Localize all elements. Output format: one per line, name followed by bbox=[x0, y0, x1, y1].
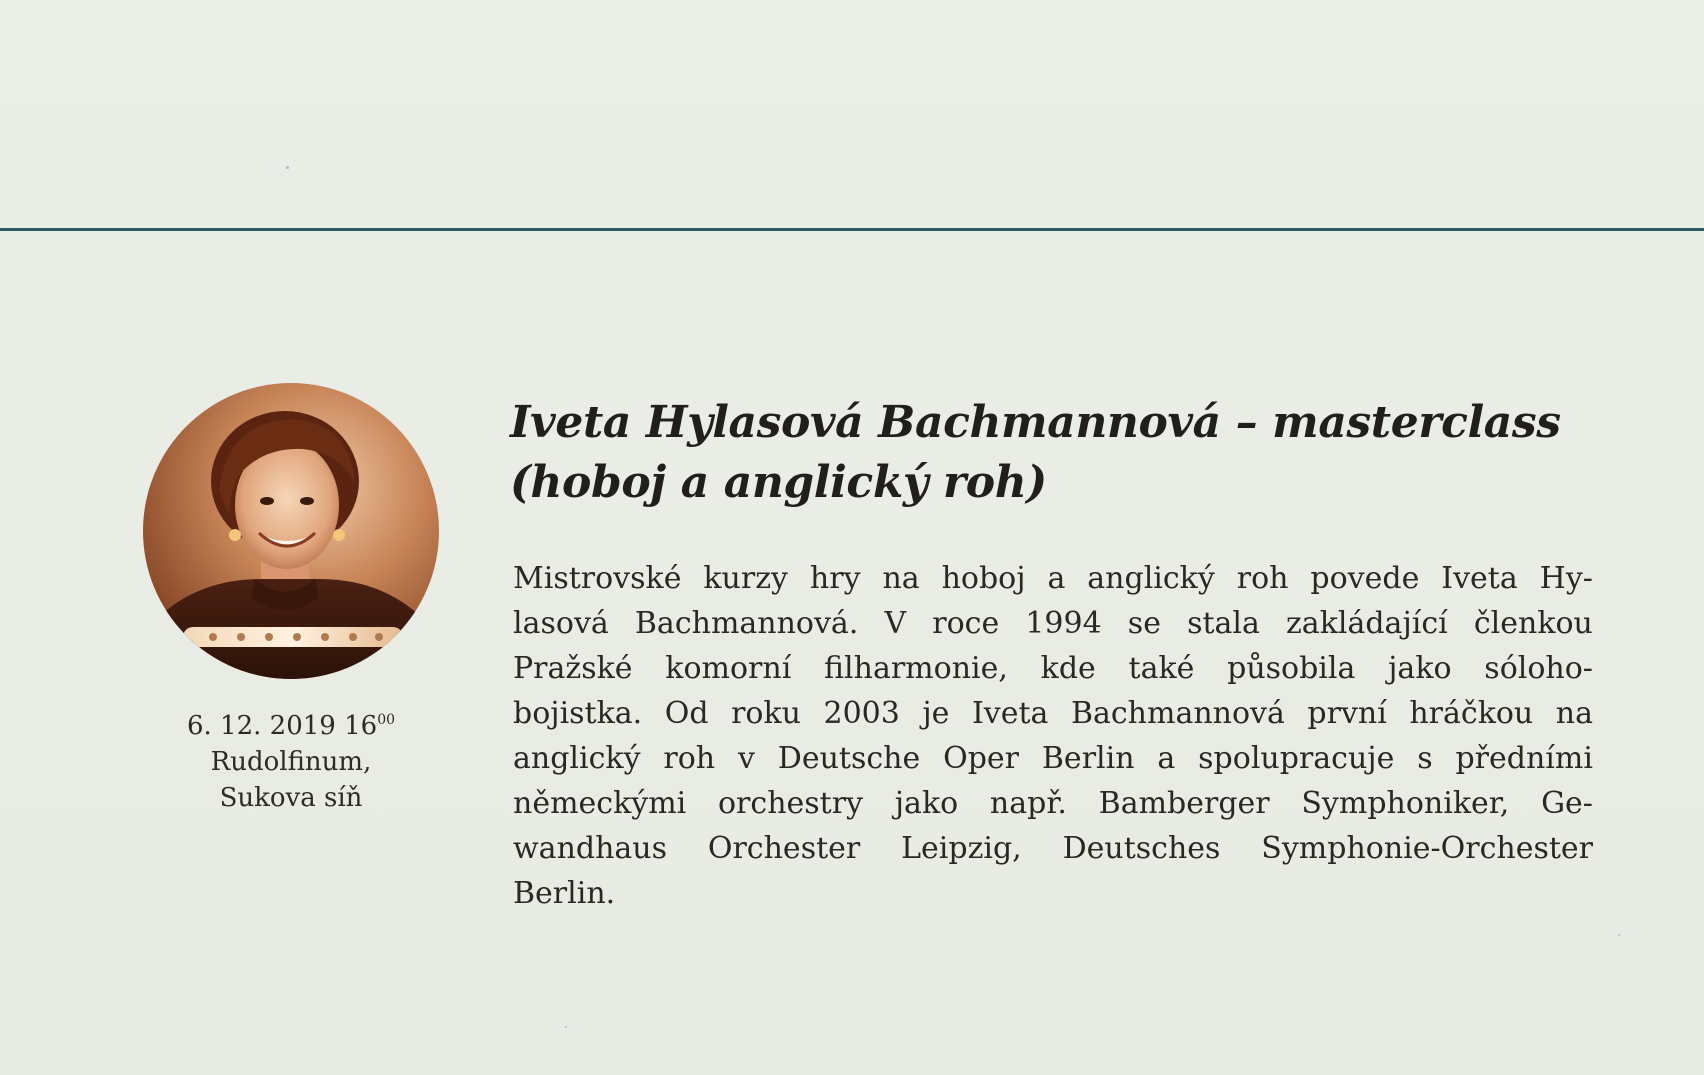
description-line bbox=[513, 871, 1593, 916]
description-word: Iveta bbox=[1441, 561, 1518, 596]
description-line bbox=[513, 826, 1593, 871]
description-word: spolupracuje bbox=[1198, 741, 1395, 776]
description-word: Pražské bbox=[513, 651, 633, 686]
description-word: Symphonie-Orchester bbox=[1261, 831, 1593, 866]
description-word: Deutsche bbox=[777, 741, 921, 776]
description-word: Berlin bbox=[1041, 741, 1135, 776]
description-word: předními bbox=[1455, 741, 1593, 776]
description-word: kurzy bbox=[703, 561, 788, 596]
description-word: německými bbox=[513, 786, 687, 821]
paper-speck bbox=[286, 166, 289, 169]
description-word: V bbox=[884, 606, 907, 641]
description-word: Berlin. bbox=[513, 876, 616, 911]
description-word: wandhaus bbox=[513, 831, 668, 866]
description-word: na bbox=[1555, 696, 1593, 731]
description-word: filharmonie, bbox=[824, 651, 1008, 686]
description-word: Hy- bbox=[1539, 561, 1593, 596]
description-word: na bbox=[882, 561, 920, 596]
description-word: Bamberger bbox=[1098, 786, 1270, 821]
description-word: Od bbox=[664, 696, 709, 731]
description-word: Mistrovské bbox=[513, 561, 682, 596]
description-word: Symphoniker, bbox=[1301, 786, 1510, 821]
description-word: 2003 bbox=[823, 696, 900, 731]
description-word: první bbox=[1307, 696, 1387, 731]
description-word: hoboj bbox=[941, 561, 1026, 596]
description-word: členkou bbox=[1473, 606, 1593, 641]
description-word: jako bbox=[894, 786, 959, 821]
description-word: sóloho- bbox=[1484, 651, 1593, 686]
venue-name: Rudolfinum, bbox=[210, 747, 372, 777]
event-datetime bbox=[160, 708, 422, 744]
paper-speck bbox=[565, 1026, 567, 1028]
description-line bbox=[513, 691, 1593, 736]
description-word: Deutsches bbox=[1062, 831, 1221, 866]
description-word: Orchester bbox=[707, 831, 861, 866]
description-line bbox=[513, 601, 1593, 646]
description-line bbox=[513, 736, 1593, 781]
event-description bbox=[513, 556, 1593, 916]
paper-speck bbox=[1618, 934, 1620, 936]
description-word: působila bbox=[1227, 651, 1356, 686]
venue-hall: Sukova síň bbox=[219, 783, 363, 813]
description-word: Ge- bbox=[1541, 786, 1593, 821]
description-word: orchestry bbox=[717, 786, 864, 821]
description-word: stala bbox=[1187, 606, 1260, 641]
description-word: také bbox=[1128, 651, 1195, 686]
description-word: roce bbox=[932, 606, 1000, 641]
description-word: s bbox=[1417, 741, 1433, 776]
description-word: lasová bbox=[513, 606, 609, 641]
event-title bbox=[510, 393, 1600, 513]
description-word: roku bbox=[731, 696, 801, 731]
description-word: hráčkou bbox=[1409, 696, 1534, 731]
description-word: Bachmannová bbox=[1070, 696, 1285, 731]
description-word: zakládající bbox=[1286, 606, 1448, 641]
description-word: např. bbox=[989, 786, 1067, 821]
description-line bbox=[513, 556, 1593, 601]
event-title-line: Iveta Hylasová Bachmannová – masterclass bbox=[510, 397, 1561, 448]
description-word: bojistka. bbox=[513, 696, 643, 731]
description-word: v bbox=[737, 741, 755, 776]
description-word: se bbox=[1127, 606, 1161, 641]
description-word: hry bbox=[809, 561, 861, 596]
description-word: kde bbox=[1040, 651, 1096, 686]
description-word: jako bbox=[1388, 651, 1452, 686]
description-word: roh bbox=[663, 741, 716, 776]
description-word: Iveta bbox=[971, 696, 1049, 731]
description-word: komorní bbox=[665, 651, 792, 686]
description-word: povede bbox=[1310, 561, 1420, 596]
portrait-photo bbox=[143, 383, 439, 679]
description-word: 1994 bbox=[1025, 606, 1102, 641]
description-word: Bachmannová. bbox=[634, 606, 859, 641]
description-line bbox=[513, 781, 1593, 826]
description-word: a bbox=[1047, 561, 1066, 596]
horizontal-divider bbox=[0, 228, 1704, 231]
description-word: Leipzig, bbox=[901, 831, 1022, 866]
event-time-superscript: 00 bbox=[377, 712, 396, 728]
description-word: a bbox=[1157, 741, 1176, 776]
event-title-line: (hoboj a anglický roh) bbox=[510, 457, 1047, 508]
event-date-venue bbox=[160, 708, 422, 816]
description-word: Oper bbox=[943, 741, 1020, 776]
description-word: anglický bbox=[1087, 561, 1215, 596]
description-word: roh bbox=[1236, 561, 1289, 596]
description-word: je bbox=[922, 696, 950, 731]
description-word: anglický bbox=[513, 741, 641, 776]
event-date: 6. 12. 2019 16 bbox=[186, 711, 378, 741]
description-line bbox=[513, 646, 1593, 691]
